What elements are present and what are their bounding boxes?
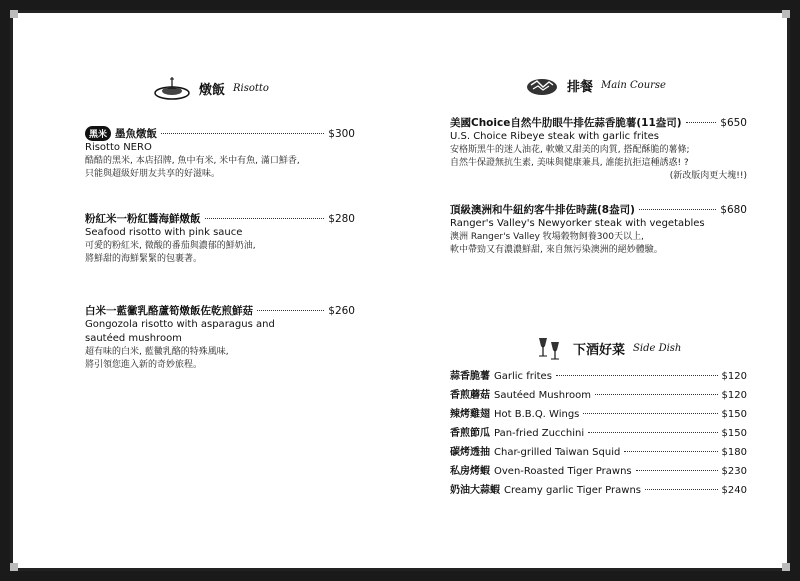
item-description: 將鮮甜的海鮮緊緊的包裹著。 bbox=[85, 254, 203, 264]
item-name-en: sautéed mushroom bbox=[85, 333, 182, 344]
main-course-section-header bbox=[525, 73, 666, 97]
risotto-title-en: Risotto bbox=[233, 82, 269, 94]
item-name-en: Seafood risotto with pink sauce bbox=[85, 227, 243, 238]
dot-leader bbox=[645, 489, 718, 490]
risotto-plate-icon bbox=[153, 75, 191, 101]
main-course-title-en: Main Course bbox=[601, 79, 666, 91]
item-description: 只能與超級好朋友共享的好滋味。 bbox=[85, 169, 221, 179]
risotto-title-zh: 燉飯 bbox=[199, 82, 226, 98]
item-description: 安格斯黑牛的迷人油花, 軟嫩又甜美的肉質, 搭配酥脆的薯條; bbox=[450, 145, 690, 155]
item-note: (新改版肉更大塊!!) bbox=[669, 171, 747, 181]
dot-leader bbox=[636, 470, 718, 471]
dot-leader bbox=[257, 310, 324, 311]
side-dish-name-zh: 香煎蘑菇 bbox=[450, 390, 490, 401]
item-description: 超有味的白米, 藍黴乳酪的特殊風味, bbox=[85, 347, 229, 357]
dot-leader bbox=[624, 451, 717, 452]
item-price: $260 bbox=[328, 305, 355, 317]
wine-glasses-icon bbox=[535, 334, 565, 362]
item-name: 粉紅米一粉紅醬海鮮燉飯 bbox=[85, 213, 201, 225]
side-dish-name-zh: 蒜香脆薯 bbox=[450, 371, 490, 382]
risotto-section-header bbox=[153, 75, 269, 101]
item-name: 美國Choice自然牛肋眼牛排佐蒜香脆薯(11盎司) bbox=[450, 117, 682, 129]
item-price: $650 bbox=[720, 117, 747, 129]
list-item bbox=[450, 386, 747, 405]
steak-icon bbox=[525, 73, 559, 97]
item-name-en: Ranger's Valley's Newyorker steak with vegetables bbox=[450, 218, 705, 229]
side-dish-name-zh: 碳烤透抽 bbox=[450, 447, 490, 458]
main-course-title-zh: 排餐 bbox=[567, 79, 594, 95]
side-dish-name-en: Garlic frites bbox=[494, 371, 552, 382]
corner-decoration bbox=[10, 563, 18, 571]
menu-item-ribeye-steak bbox=[450, 115, 747, 183]
item-description: 自然牛保證無抗生素, 美味與健康兼具, 誰能抗拒這種誘惑! ? bbox=[450, 158, 689, 168]
side-dish-name-en: Creamy garlic Tiger Prawns bbox=[504, 485, 642, 496]
dot-leader bbox=[686, 122, 717, 123]
menu-item-newyorker-steak bbox=[450, 202, 747, 257]
item-name: 墨魚燉飯 bbox=[115, 128, 158, 140]
item-name-en: Risotto NERO bbox=[85, 142, 152, 153]
side-dish-name-en: Char-grilled Taiwan Squid bbox=[494, 447, 621, 458]
item-price: $300 bbox=[328, 128, 355, 140]
side-dish-name-en: Sautéed Mushroom bbox=[494, 390, 591, 401]
side-dish-price: $180 bbox=[721, 447, 747, 458]
corner-decoration bbox=[10, 10, 18, 18]
dot-leader bbox=[205, 218, 325, 219]
item-description: 將引領您進入新的奇妙旅程。 bbox=[85, 360, 203, 370]
side-dish-list bbox=[450, 367, 747, 500]
list-item bbox=[450, 481, 747, 500]
side-dish-name-zh: 私房烤蝦 bbox=[450, 466, 490, 477]
black-rice-badge: 黑米 bbox=[85, 126, 111, 141]
item-description: 酷酷的黑米, 本店招牌, 魚中有米, 米中有魚, 滿口鮮香, bbox=[85, 156, 300, 166]
list-item bbox=[450, 424, 747, 443]
side-dish-name-zh: 香煎節瓜 bbox=[450, 428, 490, 439]
list-item bbox=[450, 443, 747, 462]
side-dish-name-zh: 奶油大蒜蝦 bbox=[450, 485, 500, 496]
side-dish-name-en: Oven-Roasted Tiger Prawns bbox=[494, 466, 632, 477]
menu-item-risotto-nero bbox=[85, 126, 355, 181]
menu-item-gorgonzola-risotto bbox=[85, 303, 355, 372]
dot-leader bbox=[639, 209, 716, 210]
dot-leader bbox=[595, 394, 718, 395]
dot-leader bbox=[161, 133, 324, 134]
dot-leader bbox=[583, 413, 717, 414]
menu-page bbox=[10, 10, 790, 571]
side-dish-section-header bbox=[535, 334, 681, 362]
item-description: 軟中帶勁又有濃濃鮮甜, 來自無污染澳洲的絕妙體驗。 bbox=[450, 245, 663, 255]
item-price: $280 bbox=[328, 213, 355, 225]
menu-item-seafood-risotto bbox=[85, 211, 355, 266]
side-dish-price: $150 bbox=[721, 428, 747, 439]
side-dish-price: $150 bbox=[721, 409, 747, 420]
item-name: 白米一藍黴乳酪蘆筍燉飯佐乾煎鮮菇 bbox=[85, 305, 253, 317]
list-item bbox=[450, 405, 747, 424]
side-dish-name-zh: 辣烤雞翅 bbox=[450, 409, 490, 420]
item-name-en: U.S. Choice Ribeye steak with garlic frites bbox=[450, 131, 660, 142]
side-dish-price: $120 bbox=[721, 390, 747, 401]
side-dish-title-en: Side Dish bbox=[633, 342, 682, 354]
corner-decoration bbox=[782, 563, 790, 571]
item-name-en: Gongozola risotto with asparagus and bbox=[85, 319, 275, 330]
dot-leader bbox=[588, 432, 717, 433]
side-dish-price: $240 bbox=[721, 485, 747, 496]
list-item bbox=[450, 462, 747, 481]
side-dish-name-en: Pan-fried Zucchini bbox=[494, 428, 585, 439]
list-item bbox=[450, 367, 747, 386]
item-name: 頂級澳洲和牛紐約客牛排佐時蔬(8盎司) bbox=[450, 204, 635, 216]
dot-leader bbox=[556, 375, 718, 376]
corner-decoration bbox=[782, 10, 790, 18]
side-dish-price: $120 bbox=[721, 371, 747, 382]
side-dish-price: $230 bbox=[721, 466, 747, 477]
item-price: $680 bbox=[720, 204, 747, 216]
side-dish-name-en: Hot B.B.Q. Wings bbox=[494, 409, 580, 420]
item-description: 澳洲 Ranger's Valley 牧場穀物飼養300天以上, bbox=[450, 232, 644, 242]
item-description: 可愛的粉紅米, 微酸的番茄與濃郁的鮮奶油, bbox=[85, 241, 256, 251]
side-dish-title-zh: 下酒好菜 bbox=[573, 342, 626, 358]
